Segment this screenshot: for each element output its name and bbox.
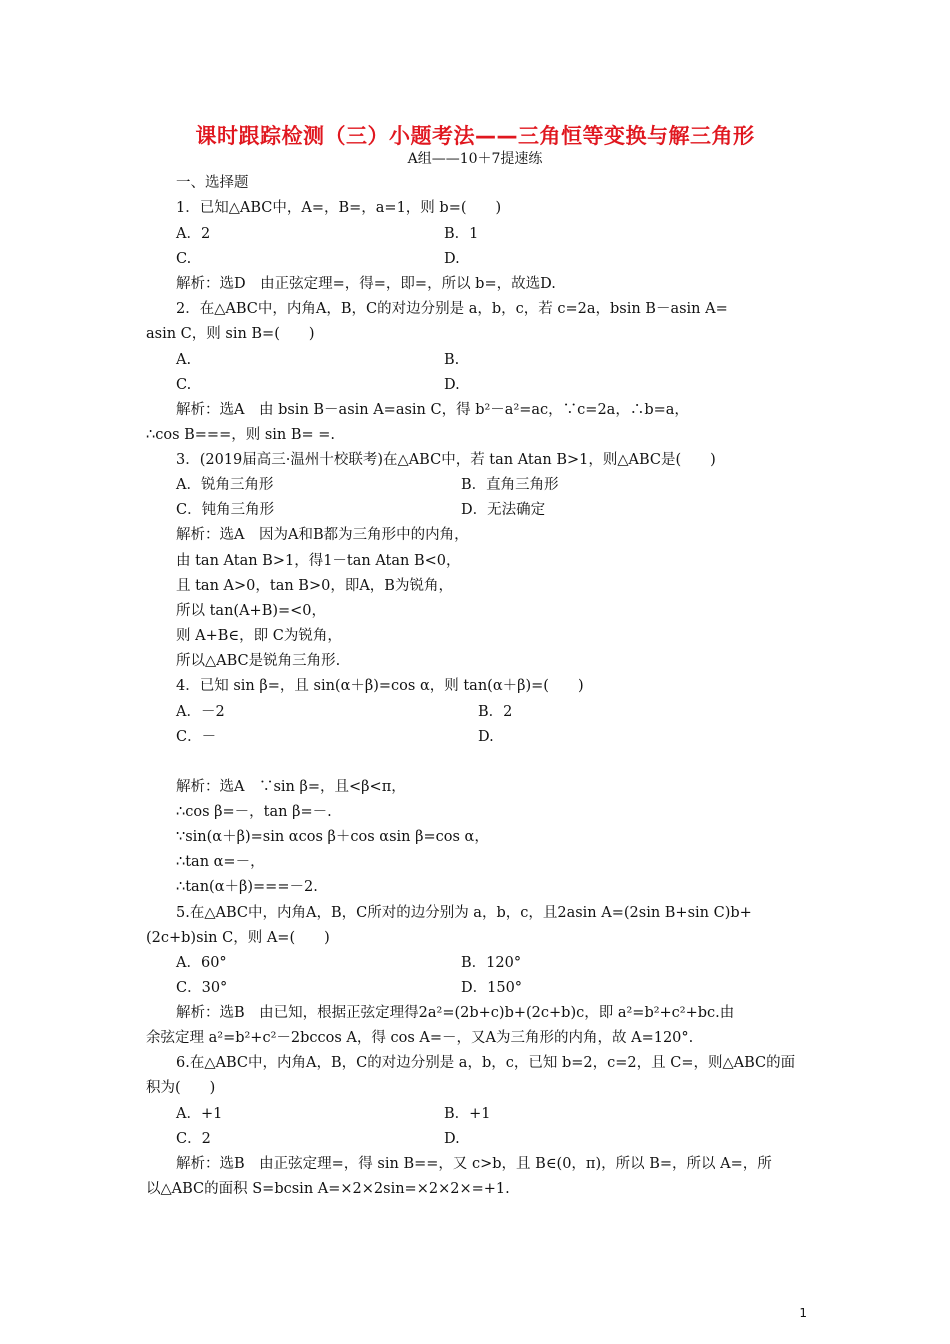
text-line: 6.在△ABC中，内角A，B，C的对边分别是 a，b，c，已知 b=2，c=2，且 C=，则△ABC的面 [176, 1055, 796, 1071]
text-line: A．－2 [176, 704, 225, 720]
page-title: 课时跟踪检测（三）小题考法——三角恒等变换与解三角形 [195, 124, 755, 148]
text-line: C．－ [176, 729, 217, 745]
text-line: A．60° [176, 955, 227, 971]
page-number: 1 [799, 1306, 807, 1320]
text-line: B. [444, 352, 460, 368]
text-line: 且 tan A>0，tan B>0，即A，B为锐角， [176, 578, 453, 594]
text-line: ∴tan α=－， [176, 854, 265, 870]
text-line: B．+1 [444, 1106, 491, 1122]
text-line: C．2 [176, 1131, 211, 1147]
text-line: C. [176, 377, 192, 393]
text-line: C．30° [176, 980, 228, 996]
text-line: 所以 tan(A+B)=<0， [176, 603, 327, 619]
text-line: 3．(2019届高三·温州十校联考)在△ABC中，若 tan Atan B>1，则△ABC是( ) [176, 452, 716, 468]
text-line: A．+1 [176, 1106, 223, 1122]
text-line: asin C，则 sin B=( ) [146, 326, 315, 342]
text-line: D. [478, 729, 494, 745]
text-line: 则 A+B∈，即 C为锐角， [176, 628, 342, 644]
text-line: B．1 [444, 226, 479, 242]
text-line: 1．已知△ABC中，A=，B=，a=1，则 b=( ) [176, 200, 502, 216]
text-line: 4．已知 sin β=，且 sin(α＋β)=cos α，则 tan(α＋β)=( ) [176, 678, 584, 694]
page-subtitle: A组——10＋7提速练 [407, 151, 543, 167]
text-line: B．120° [461, 955, 522, 971]
text-line: A．2 [176, 226, 211, 242]
text-line: D．无法确定 [461, 502, 546, 518]
text-line: D. [444, 377, 460, 393]
text-line: A. [176, 352, 192, 368]
text-line: 5.在△ABC中，内角A，B，C所对的边分别为 a，b，c，且2asin A=(2sin B+sin C)b+ [176, 905, 752, 921]
text-line: 解析：选B 由已知，根据正弦定理得2a²=(2b+c)b+(2c+b)c，即 a²=b²+c²+bc.由 [176, 1005, 735, 1021]
text-line: A．锐角三角形 [176, 477, 274, 493]
text-line: B．直角三角形 [461, 477, 559, 493]
text-line: ∴cos β=－，tan β=－. [176, 804, 332, 820]
text-line: D. [444, 251, 460, 267]
text-line: 2．在△ABC中，内角A，B，C的对边分别是 a，b，c，若 c=2a，bsin B－asin A= [176, 301, 728, 317]
text-line: 所以△ABC是锐角三角形. [176, 653, 341, 669]
text-line: D．150° [461, 980, 523, 996]
text-line: 以△ABC的面积 S=bcsin A=×2×2sin=×2×2×=+1. [146, 1181, 510, 1197]
text-line: ∴tan(α＋β)===－2. [176, 879, 318, 895]
text-line: D. [444, 1131, 460, 1147]
text-line: 余弦定理 a²=b²+c²－2bccos A，得 cos A=－，又A为三角形的内角，故 A=120°. [146, 1030, 694, 1046]
text-line: 解析：选D 由正弦定理=，得=，即=，所以 b=，故选D. [176, 276, 556, 292]
text-line: ∵sin(α＋β)=sin αcos β＋cos αsin β=cos α， [176, 829, 489, 845]
text-line: 积为( ) [146, 1080, 216, 1096]
text-line: 解析：选A 因为A和B都为三角形中的内角， [176, 527, 469, 543]
text-line: 解析：选A 由 bsin B－asin A=asin C，得 b²－a²=ac，∵c=2a，∴b=a， [176, 402, 689, 418]
text-line: 解析：选A ∵sin β=，且<β<π， [176, 779, 406, 795]
text-line: 解析：选B 由正弦定理=，得 sin B==，又 c>b，且 B∈(0，π)，所以 B=，所以 A=，所 [176, 1156, 772, 1172]
text-line: C．钝角三角形 [176, 502, 275, 518]
text-line: 一、选择题 [176, 175, 249, 191]
text-line: ∴cos B===，则 sin B= =. [146, 427, 336, 443]
text-line: 由 tan Atan B>1，得1－tan Atan B<0， [176, 553, 461, 569]
text-line: B．2 [478, 704, 513, 720]
text-line: C. [176, 251, 192, 267]
text-line: (2c+b)sin C，则 A=( ) [146, 930, 330, 946]
